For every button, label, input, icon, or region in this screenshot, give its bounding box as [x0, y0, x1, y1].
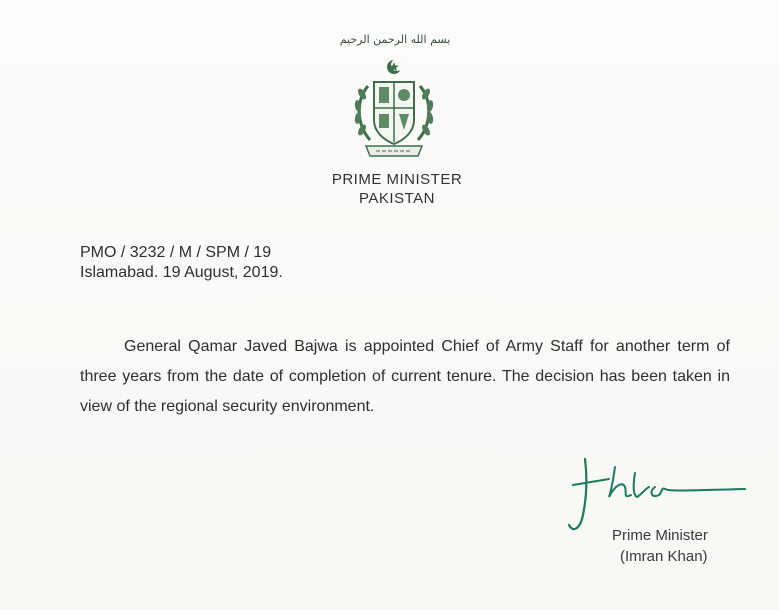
reference-block: [80, 243, 283, 283]
notification-paragraph: General Qamar Javed Bajwa is appointed Chief of Army Staff for another term of three years from the date of completion of current tenure. The decision has been taken in view of the regional security environment.: [80, 338, 730, 415]
office-line-2: PAKISTAN: [359, 190, 435, 207]
bismillah-calligraphy: بسم الله الرحمن الرحيم: [339, 33, 451, 46]
reference-number: PMO / 3232 / M / SPM / 19: [80, 244, 272, 261]
signatory-block: [612, 525, 708, 567]
state-emblem-icon: [346, 58, 442, 162]
office-line-1: PRIME MINISTER: [331, 171, 463, 188]
signatory-title: Prime Minister: [612, 527, 708, 544]
signatory-name: (Imran Khan): [620, 548, 708, 565]
office-title: [280, 170, 514, 208]
place-date: Islamabad. 19 August, 2019.: [80, 264, 283, 281]
